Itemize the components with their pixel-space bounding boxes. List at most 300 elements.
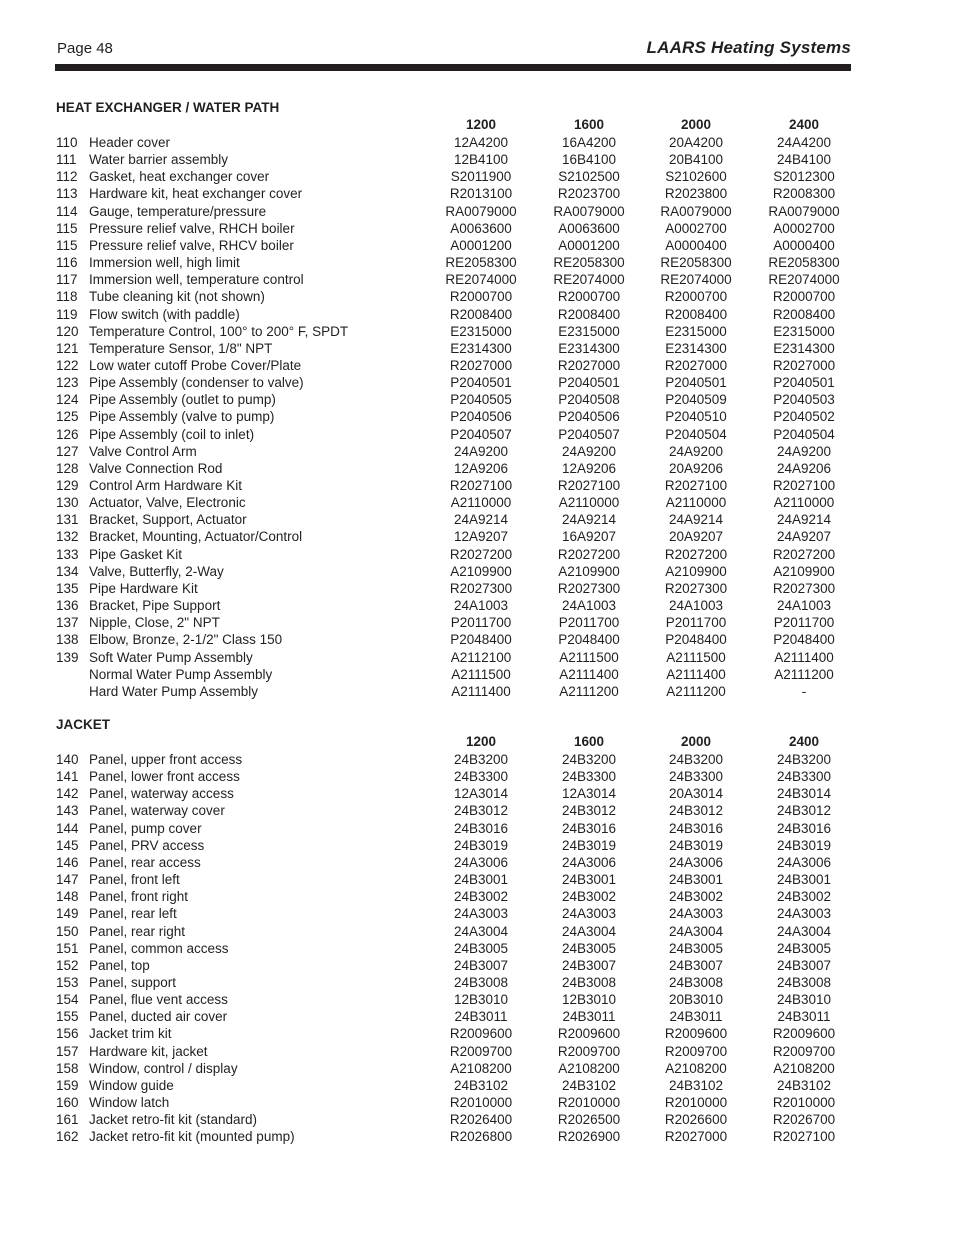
part-number-cell: 24A1003 bbox=[453, 598, 509, 614]
table-row bbox=[0, 494, 954, 511]
part-number-cell: A2111500 bbox=[451, 666, 511, 682]
table-row bbox=[0, 288, 954, 305]
item-number: 112 bbox=[56, 169, 78, 185]
part-number-cell: R2027000 bbox=[664, 1129, 728, 1145]
part-number-cell: P2040504 bbox=[773, 426, 835, 442]
item-number: 123 bbox=[56, 375, 79, 391]
item-description: Control Arm Hardware Kit bbox=[89, 478, 243, 493]
part-number-cell: 24B3011 bbox=[562, 1009, 616, 1025]
item-number: 154 bbox=[56, 992, 79, 1008]
part-number-cell: 24A9214 bbox=[776, 512, 832, 528]
item-number: 161 bbox=[56, 1112, 79, 1128]
table-row bbox=[0, 220, 954, 237]
table-row bbox=[0, 957, 954, 974]
part-number-cell: S2102600 bbox=[665, 169, 727, 185]
item-description: Pressure relief valve, RHCH boiler bbox=[89, 220, 295, 236]
part-number-cell: S2012300 bbox=[773, 169, 835, 185]
part-number-cell: A2111400 bbox=[774, 649, 834, 665]
item-description: Low water cutoff Probe Cover/Plate bbox=[89, 357, 302, 373]
part-number-cell: P2048400 bbox=[773, 632, 835, 648]
part-number-cell: 24A9206 bbox=[776, 460, 832, 476]
part-number-cell: 24B3019 bbox=[561, 837, 617, 853]
part-number-cell: - bbox=[801, 683, 807, 699]
table-row bbox=[0, 802, 954, 819]
part-number-cell: A2109900 bbox=[558, 563, 620, 579]
part-number-cell: A2111500 bbox=[666, 649, 726, 665]
part-number-cell: R2000700 bbox=[772, 289, 836, 305]
part-number-cell: 24B3016 bbox=[453, 820, 509, 836]
part-number-cell: 24B3001 bbox=[561, 872, 617, 888]
item-number: 156 bbox=[56, 1026, 79, 1042]
part-number-cell: R2009600 bbox=[664, 1026, 728, 1042]
item-number: 153 bbox=[56, 974, 79, 990]
table-row bbox=[0, 546, 954, 563]
part-number-cell: 24A3003 bbox=[668, 906, 724, 922]
table-row bbox=[0, 854, 954, 871]
part-number-cell: RE2058300 bbox=[660, 255, 732, 271]
item-number: 133 bbox=[56, 546, 79, 562]
part-number-cell: 24B3002 bbox=[776, 889, 832, 905]
item-number: 137 bbox=[56, 615, 79, 631]
part-number-cell: 24B3102 bbox=[561, 1077, 617, 1093]
part-number-cell: P2040501 bbox=[773, 375, 835, 391]
part-number-cell: 24A3004 bbox=[668, 923, 724, 939]
item-description: Temperature Sensor, 1/8" NPT bbox=[89, 340, 273, 356]
part-number-cell: A2110000 bbox=[665, 495, 727, 511]
part-number-cell: 24B3001 bbox=[668, 872, 724, 888]
item-number: 111 bbox=[56, 152, 77, 168]
part-number-cell: A2112100 bbox=[450, 649, 512, 665]
part-number-cell: P2040505 bbox=[450, 392, 512, 408]
table-row bbox=[0, 340, 954, 357]
table-row bbox=[0, 580, 954, 597]
part-number-cell: 24A9200 bbox=[561, 443, 617, 459]
part-number-cell: 24B3011 bbox=[454, 1009, 508, 1025]
part-number-cell: P2048400 bbox=[558, 632, 620, 648]
part-number-cell: R2027300 bbox=[772, 580, 836, 596]
part-number-cell: P2040507 bbox=[450, 426, 512, 442]
item-description: Panel, pump cover bbox=[89, 820, 202, 836]
part-number-cell: A2110000 bbox=[558, 495, 620, 511]
part-number-cell: 24A3004 bbox=[453, 923, 509, 939]
item-description: Panel, rear left bbox=[89, 906, 177, 922]
table-row bbox=[0, 1077, 954, 1094]
item-number: 135 bbox=[56, 580, 79, 596]
table-row bbox=[0, 323, 954, 340]
part-number-cell: E2314300 bbox=[450, 340, 512, 356]
table-row bbox=[0, 460, 954, 477]
part-number-cell: R2009600 bbox=[557, 1026, 621, 1042]
part-number-cell: RE2074000 bbox=[660, 272, 732, 288]
part-number-cell: 12B3010 bbox=[561, 992, 617, 1008]
part-number-cell: 24B4100 bbox=[776, 152, 832, 168]
item-description: Bracket, Pipe Support bbox=[89, 598, 221, 614]
item-number: 131 bbox=[56, 512, 79, 528]
item-description: Panel, top bbox=[89, 957, 150, 973]
item-number: 126 bbox=[56, 426, 79, 442]
part-number-cell: 24B3102 bbox=[776, 1077, 832, 1093]
part-number-cell: R2010000 bbox=[664, 1095, 728, 1110]
part-number-cell: RA0079000 bbox=[445, 203, 517, 219]
part-number-cell: P2040507 bbox=[558, 426, 620, 442]
item-description: Panel, common access bbox=[89, 940, 229, 956]
part-number-cell: RE2074000 bbox=[768, 272, 840, 288]
item-description: Soft Water Pump Assembly bbox=[89, 649, 253, 665]
table-row bbox=[0, 991, 954, 1008]
part-number-cell: R2009700 bbox=[449, 1043, 513, 1059]
part-number-cell: 24B3002 bbox=[453, 889, 509, 905]
item-number: 114 bbox=[56, 203, 78, 219]
item-number: 160 bbox=[56, 1095, 79, 1110]
part-number-cell: 24B3012 bbox=[561, 803, 617, 819]
part-number-cell: 24A3003 bbox=[453, 906, 509, 922]
table-row bbox=[0, 408, 954, 425]
item-number: 116 bbox=[56, 255, 78, 271]
table-row bbox=[0, 563, 954, 580]
part-number-cell: 24B3300 bbox=[776, 769, 832, 785]
part-number-cell: P2040506 bbox=[558, 409, 620, 425]
part-number-cell: 24B3001 bbox=[776, 872, 832, 888]
part-number-cell: R2010000 bbox=[772, 1095, 836, 1110]
part-number-cell: 24B3007 bbox=[776, 957, 832, 973]
item-number: 148 bbox=[56, 889, 79, 905]
item-number: 130 bbox=[56, 495, 79, 511]
column-header: 2400 bbox=[788, 734, 820, 749]
part-number-cell: A0001200 bbox=[558, 237, 620, 253]
part-number-cell: 24B3200 bbox=[453, 752, 509, 767]
part-number-cell: R2027100 bbox=[557, 478, 621, 493]
part-number-cell: R2009700 bbox=[557, 1043, 621, 1059]
part-number-cell: R2008400 bbox=[449, 306, 513, 322]
item-description: Nipple, Close, 2" NPT bbox=[89, 615, 220, 631]
table-row bbox=[0, 426, 954, 443]
part-number-cell: 24B3102 bbox=[453, 1077, 509, 1093]
item-number: 121 bbox=[56, 340, 79, 356]
part-number-cell: 24B3008 bbox=[668, 974, 724, 990]
part-number-cell: 24B3012 bbox=[453, 803, 509, 819]
table-row bbox=[0, 888, 954, 905]
table-row bbox=[0, 768, 954, 785]
part-number-cell: P2040508 bbox=[558, 392, 620, 408]
part-number-cell: R2027100 bbox=[772, 1129, 836, 1145]
part-number-cell: A0002700 bbox=[665, 220, 727, 236]
item-number: 115 bbox=[56, 237, 78, 253]
item-description: Pipe Assembly (valve to pump) bbox=[89, 409, 275, 425]
part-number-cell: A0063600 bbox=[558, 220, 620, 236]
part-number-cell: A2111200 bbox=[559, 683, 619, 699]
item-number: 145 bbox=[56, 837, 79, 853]
part-number-cell: RE2058300 bbox=[768, 255, 840, 271]
part-number-cell: S2102500 bbox=[558, 169, 620, 185]
part-number-cell: P2011700 bbox=[773, 615, 835, 631]
item-description: Jacket retro-fit kit (standard) bbox=[89, 1112, 258, 1128]
part-number-cell: R2026800 bbox=[449, 1129, 513, 1145]
item-description: Water barrier assembly bbox=[89, 152, 229, 168]
table-row bbox=[0, 306, 954, 323]
item-description: Window latch bbox=[89, 1095, 170, 1110]
part-number-cell: A2108200 bbox=[773, 1060, 835, 1076]
column-header: 1600 bbox=[573, 117, 605, 132]
column-header: 2000 bbox=[680, 117, 712, 132]
table-row bbox=[0, 151, 954, 168]
table-row bbox=[0, 391, 954, 408]
part-number-cell: 20A9207 bbox=[668, 529, 724, 545]
part-number-cell: 24B3014 bbox=[776, 786, 832, 802]
item-number: 132 bbox=[56, 529, 79, 545]
part-number-cell: R2008300 bbox=[772, 186, 836, 202]
part-number-cell: 24B3002 bbox=[561, 889, 617, 905]
part-number-cell: 24A1003 bbox=[776, 598, 832, 614]
part-number-cell: 24B3007 bbox=[668, 957, 724, 973]
table-row bbox=[0, 683, 954, 700]
item-number: 139 bbox=[56, 649, 79, 665]
item-number: 146 bbox=[56, 854, 79, 870]
part-number-cell: R2000700 bbox=[449, 289, 513, 305]
item-description: Actuator, Valve, Electronic bbox=[89, 495, 246, 511]
part-number-cell: 24A3006 bbox=[453, 854, 509, 870]
section-title: HEAT EXCHANGER / WATER PATH bbox=[56, 100, 280, 115]
part-number-cell: R2009600 bbox=[772, 1026, 836, 1042]
part-number-cell: A2108200 bbox=[665, 1060, 727, 1076]
table-row bbox=[0, 1043, 954, 1060]
part-number-cell: R2027000 bbox=[664, 357, 728, 373]
table-row bbox=[0, 631, 954, 648]
part-number-cell: 24B3005 bbox=[561, 940, 617, 956]
part-number-cell: 20B4100 bbox=[668, 152, 724, 168]
item-description: Pipe Gasket Kit bbox=[89, 546, 183, 562]
part-number-cell: R2026600 bbox=[664, 1112, 728, 1128]
item-number: 144 bbox=[56, 820, 79, 836]
part-number-cell: R2027300 bbox=[449, 580, 513, 596]
column-header: 1200 bbox=[465, 117, 497, 132]
item-number: 141 bbox=[56, 769, 79, 785]
part-number-cell: R2027000 bbox=[557, 357, 621, 373]
part-number-cell: A0002700 bbox=[773, 220, 835, 236]
part-number-cell: 16A9207 bbox=[561, 529, 617, 545]
item-number: 142 bbox=[56, 786, 79, 802]
part-number-cell: P2048400 bbox=[665, 632, 727, 648]
item-description: Panel, rear right bbox=[89, 923, 186, 939]
item-description: Hardware kit, jacket bbox=[89, 1043, 208, 1059]
item-number: 140 bbox=[56, 752, 79, 767]
brand-title: LAARS Heating Systems bbox=[646, 38, 851, 57]
table-row bbox=[0, 923, 954, 940]
item-description: Bracket, Mounting, Actuator/Control bbox=[89, 529, 303, 545]
item-number: 118 bbox=[56, 289, 78, 305]
part-number-cell: 24A9214 bbox=[668, 512, 724, 528]
table-row bbox=[0, 666, 954, 683]
part-number-cell: R2027200 bbox=[664, 546, 728, 562]
part-number-cell: R2013100 bbox=[449, 186, 513, 202]
part-number-cell: 24A3006 bbox=[561, 854, 617, 870]
part-number-cell: 12A3014 bbox=[453, 786, 509, 802]
part-number-cell: A0000400 bbox=[773, 237, 835, 253]
item-number: 122 bbox=[56, 357, 79, 373]
table-row bbox=[0, 1025, 954, 1042]
part-number-cell: E2314300 bbox=[558, 340, 620, 356]
part-number-cell: E2314300 bbox=[665, 340, 727, 356]
item-description: Pipe Assembly (condenser to valve) bbox=[89, 375, 304, 391]
item-number: 158 bbox=[56, 1060, 79, 1076]
part-number-cell: A2109900 bbox=[773, 563, 835, 579]
item-description: Pipe Assembly (outlet to pump) bbox=[89, 392, 276, 408]
item-number: 119 bbox=[56, 306, 78, 322]
item-number: 134 bbox=[56, 563, 79, 579]
item-number: 143 bbox=[56, 803, 79, 819]
page-number: Page 48 bbox=[57, 40, 113, 57]
table-row bbox=[0, 597, 954, 614]
part-number-cell: 24B3008 bbox=[776, 974, 832, 990]
table-row bbox=[0, 477, 954, 494]
item-number: 150 bbox=[56, 923, 79, 939]
part-number-cell: 24A3003 bbox=[776, 906, 832, 922]
item-description: Panel, flue vent access bbox=[89, 992, 228, 1008]
table-row bbox=[0, 528, 954, 545]
table-row bbox=[0, 871, 954, 888]
item-number: 125 bbox=[56, 409, 79, 425]
part-number-cell: 24B3019 bbox=[453, 837, 509, 853]
part-number-cell: 24B3011 bbox=[669, 1009, 723, 1025]
item-number: 147 bbox=[56, 872, 79, 888]
item-description: Tube cleaning kit (not shown) bbox=[89, 289, 265, 305]
part-number-cell: 24A1003 bbox=[668, 598, 724, 614]
table-row bbox=[0, 168, 954, 185]
part-number-cell: R2026500 bbox=[557, 1112, 621, 1128]
part-number-cell: A2108200 bbox=[558, 1060, 620, 1076]
column-header: 2400 bbox=[788, 117, 820, 132]
part-number-cell: R2009600 bbox=[449, 1026, 513, 1042]
part-number-cell: 20A9206 bbox=[668, 460, 724, 476]
table-row bbox=[0, 185, 954, 202]
item-description: Flow switch (with paddle) bbox=[89, 306, 240, 322]
part-number-cell: 24B3019 bbox=[776, 837, 832, 853]
column-header: 2000 bbox=[680, 734, 712, 749]
part-number-cell: 24A9214 bbox=[561, 512, 617, 528]
item-number: 113 bbox=[56, 186, 78, 202]
item-description: Window guide bbox=[89, 1077, 174, 1093]
part-number-cell: E2315000 bbox=[665, 323, 727, 339]
item-description: Jacket retro-fit kit (mounted pump) bbox=[89, 1129, 295, 1145]
part-number-cell: 24A9214 bbox=[453, 512, 509, 528]
table-row bbox=[0, 974, 954, 991]
column-header: 1600 bbox=[573, 734, 605, 749]
part-number-cell: 24A9200 bbox=[668, 443, 724, 459]
item-number: 124 bbox=[56, 392, 79, 408]
part-number-cell: 24B3012 bbox=[668, 803, 724, 819]
item-description: Panel, PRV access bbox=[89, 837, 205, 853]
table-row bbox=[0, 820, 954, 837]
part-number-cell: R2026400 bbox=[449, 1112, 513, 1128]
part-number-cell: A2111200 bbox=[774, 666, 834, 682]
part-number-cell: P2040501 bbox=[450, 375, 512, 391]
part-number-cell: 24B3200 bbox=[776, 752, 832, 767]
part-number-cell: R2008400 bbox=[557, 306, 621, 322]
part-number-cell: 24A9207 bbox=[776, 529, 832, 545]
part-number-cell: 24B3005 bbox=[668, 940, 724, 956]
part-number-cell: R2026700 bbox=[772, 1112, 836, 1128]
column-header: 1200 bbox=[465, 734, 497, 749]
part-number-cell: A2109900 bbox=[450, 563, 512, 579]
part-number-cell: R2010000 bbox=[557, 1095, 621, 1110]
item-description: Immersion well, high limit bbox=[89, 255, 240, 271]
part-number-cell: 24A4200 bbox=[776, 135, 832, 150]
item-description: Panel, ducted air cover bbox=[89, 1009, 228, 1025]
part-number-cell: 24A3004 bbox=[776, 923, 832, 939]
part-number-cell: P2011700 bbox=[665, 615, 727, 631]
table-row bbox=[0, 237, 954, 254]
part-number-cell: P2040504 bbox=[665, 426, 727, 442]
part-number-cell: 12A3014 bbox=[561, 786, 617, 802]
part-number-cell: A2111400 bbox=[666, 666, 726, 682]
part-number-cell: RA0079000 bbox=[553, 203, 625, 219]
part-number-cell: R2027000 bbox=[449, 357, 513, 373]
item-description: Elbow, Bronze, 2-1/2" Class 150 bbox=[89, 632, 283, 648]
table-row bbox=[0, 1008, 954, 1025]
table-row bbox=[0, 905, 954, 922]
part-number-cell: 24B3007 bbox=[561, 957, 617, 973]
part-number-cell: 16B4100 bbox=[561, 152, 617, 168]
part-number-cell: 24B3011 bbox=[777, 1009, 831, 1025]
part-number-cell: 24B3016 bbox=[776, 820, 832, 836]
table-row bbox=[0, 1094, 954, 1111]
table-row bbox=[0, 837, 954, 854]
item-number: 151 bbox=[56, 940, 79, 956]
part-number-cell: 12B4100 bbox=[453, 152, 509, 168]
part-number-cell: 24B3005 bbox=[776, 940, 832, 956]
item-description: Valve, Butterfly, 2-Way bbox=[89, 563, 224, 579]
part-number-cell: R2027000 bbox=[772, 357, 836, 373]
part-number-cell: 24B3016 bbox=[668, 820, 724, 836]
item-number: 162 bbox=[56, 1129, 79, 1145]
part-number-cell: A2109900 bbox=[665, 563, 727, 579]
table-row bbox=[0, 511, 954, 528]
part-number-cell: A2110000 bbox=[773, 495, 835, 511]
part-number-cell: 24A3003 bbox=[561, 906, 617, 922]
part-number-cell: RA0079000 bbox=[768, 203, 840, 219]
item-number: 159 bbox=[56, 1077, 79, 1093]
item-number: 127 bbox=[56, 443, 79, 459]
part-number-cell: A2111400 bbox=[451, 683, 511, 699]
part-number-cell: RE2058300 bbox=[553, 255, 625, 271]
item-description: Header cover bbox=[89, 135, 171, 150]
item-number: 149 bbox=[56, 906, 79, 922]
table-row bbox=[0, 254, 954, 271]
part-number-cell: R2009700 bbox=[772, 1043, 836, 1059]
item-number: 136 bbox=[56, 598, 79, 614]
item-description: Panel, lower front access bbox=[89, 769, 240, 785]
item-number: 115 bbox=[56, 220, 78, 236]
part-number-cell: P2040501 bbox=[558, 375, 620, 391]
part-number-cell: R2023700 bbox=[557, 186, 621, 202]
part-number-cell: R2027100 bbox=[664, 478, 728, 493]
part-number-cell: 20B3010 bbox=[668, 992, 724, 1008]
part-number-cell: 24B3102 bbox=[668, 1077, 724, 1093]
part-number-cell: 24A9200 bbox=[453, 443, 509, 459]
part-number-cell: P2040509 bbox=[665, 392, 727, 408]
item-number: 155 bbox=[56, 1009, 79, 1025]
part-number-cell: P2011700 bbox=[450, 615, 512, 631]
part-number-cell: 12A4200 bbox=[453, 135, 509, 150]
part-number-cell: 24B3019 bbox=[668, 837, 724, 853]
table-row bbox=[0, 357, 954, 374]
part-number-cell: A2110000 bbox=[450, 495, 512, 511]
part-number-cell: 24A1003 bbox=[561, 598, 617, 614]
part-number-cell: 12A9207 bbox=[453, 529, 509, 545]
part-number-cell: 24B3200 bbox=[561, 752, 617, 767]
item-number: 129 bbox=[56, 478, 79, 493]
part-number-cell: E2315000 bbox=[558, 323, 620, 339]
header-rule bbox=[55, 64, 851, 71]
